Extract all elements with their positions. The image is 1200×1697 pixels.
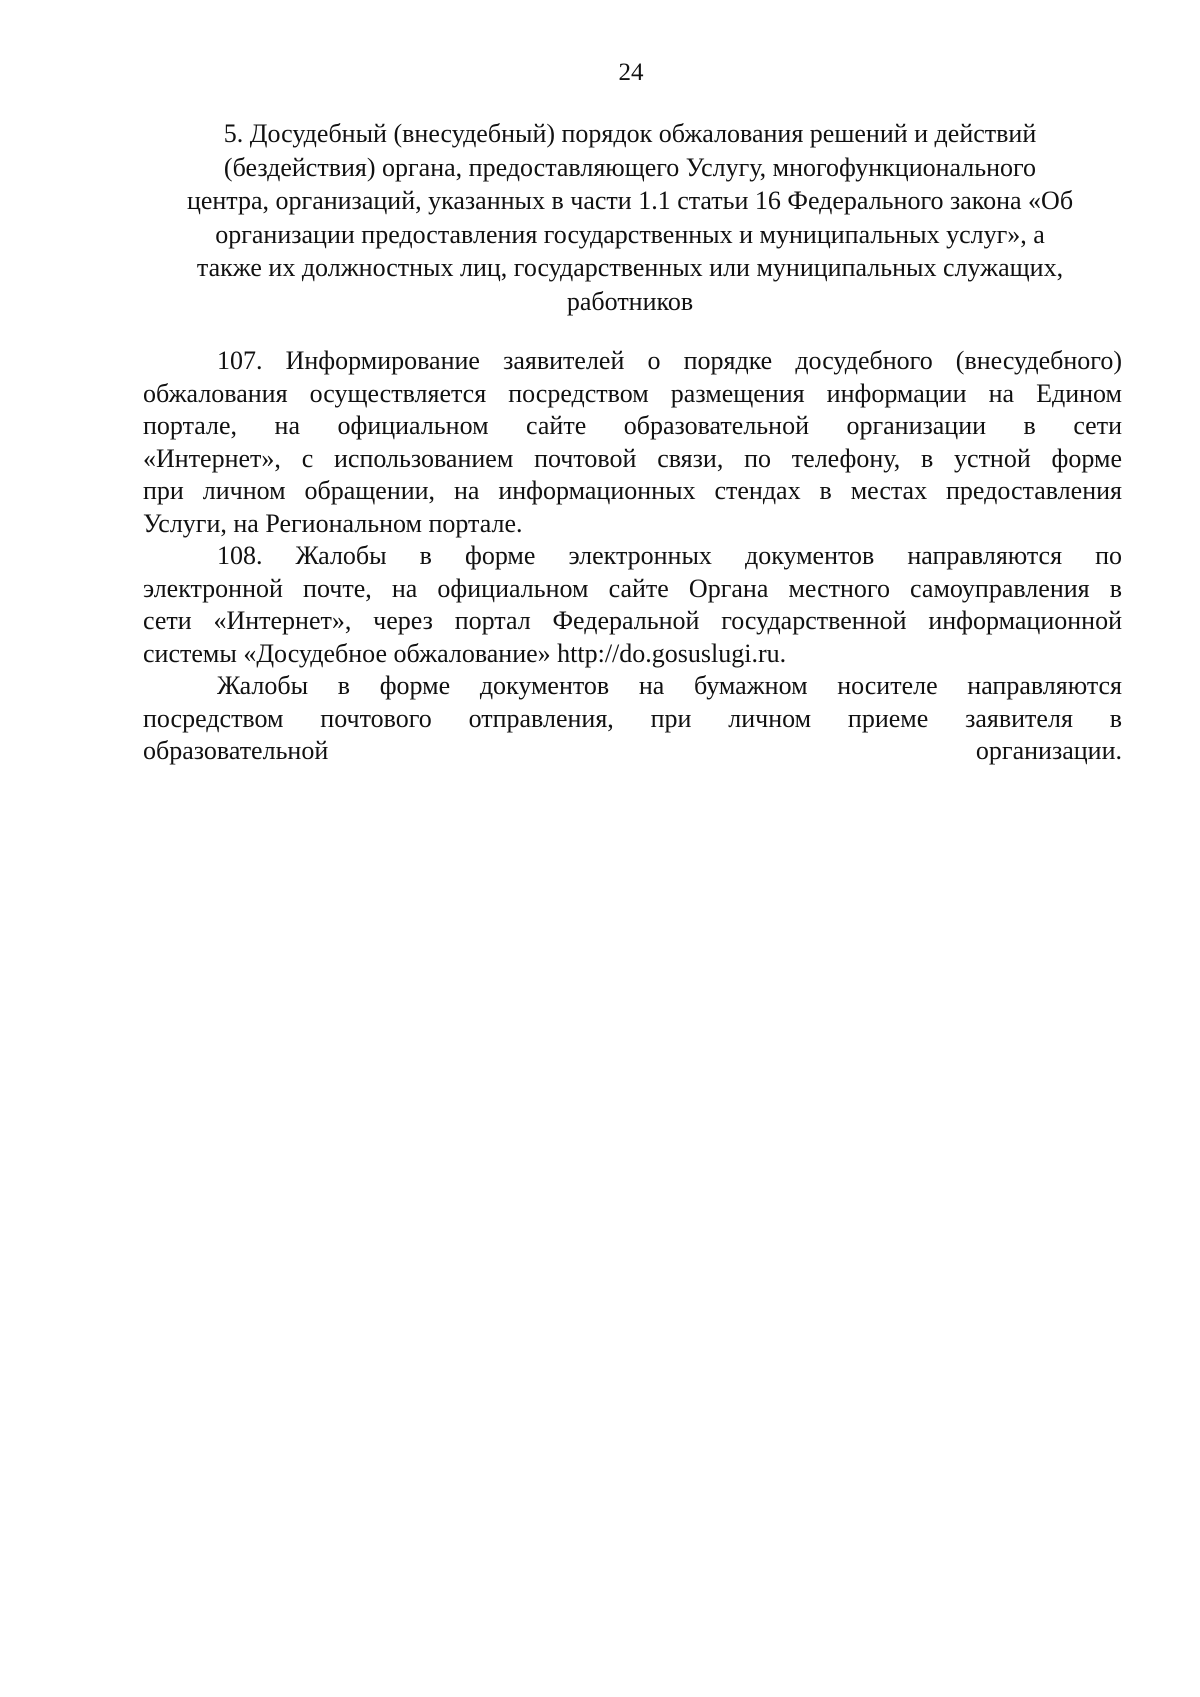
paragraph-line: Жалобы в форме документов на бумажном носителе направляются — [217, 671, 1122, 700]
paragraph-line: обжалования осуществляется посредством размещения информации на Едином — [143, 378, 1122, 408]
page-number: 24 — [618, 59, 644, 86]
paragraph-line: портале, на официальном сайте образовательной организации в сети — [143, 411, 1122, 440]
paragraph-line: электронной почте, на официальном сайте Органа местного самоуправления в — [143, 573, 1122, 603]
heading-line: организации предоставления государственных и муниципальных услуг», а — [215, 219, 1045, 249]
body-text — [143, 345, 1122, 768]
paragraph-107 — [143, 345, 1122, 540]
heading-line: также их должностных лиц, государственных или муниципальных служащих, — [196, 253, 1064, 282]
paragraph-108 — [143, 540, 1122, 670]
paragraph-line: Услуги, на Региональном портале. — [143, 508, 523, 538]
paragraph-line: при личном обращении, на информационных стендах в местах предоставления — [143, 476, 1122, 505]
paragraph-line: 108. Жалобы в форме электронных документов направляются по — [217, 541, 1122, 570]
paragraph-line: «Интернет», с использованием почтовой связи, по телефону, в устной форме — [143, 443, 1122, 473]
paragraph-line: посредством почтового отправления, при личном приеме заявителя в — [143, 703, 1122, 733]
paragraph-line: системы «Досудебное обжалование» http://do.gosuslugi.ru. — [143, 638, 787, 668]
section-heading — [170, 117, 1090, 318]
heading-line: центра, организаций, указанных в части 1.1 статьи 16 Федерального закона «Об — [186, 186, 1074, 215]
paragraph-line: образовательной организации. — [143, 736, 1122, 765]
paragraph-paper-complaints — [143, 670, 1122, 768]
heading-line: (бездействия) органа, предоставляющего Услугу, многофункционального — [223, 152, 1037, 182]
heading-line: работников — [566, 286, 694, 316]
paragraph-line: сети «Интернет», через портал Федеральной государственной информационной — [143, 606, 1122, 635]
paragraph-line: 107. Информирование заявителей о порядке досудебного (внесудебного) — [217, 346, 1122, 375]
heading-line: 5. Досудебный (внесудебный) порядок обжалования решений и действий — [223, 119, 1037, 148]
